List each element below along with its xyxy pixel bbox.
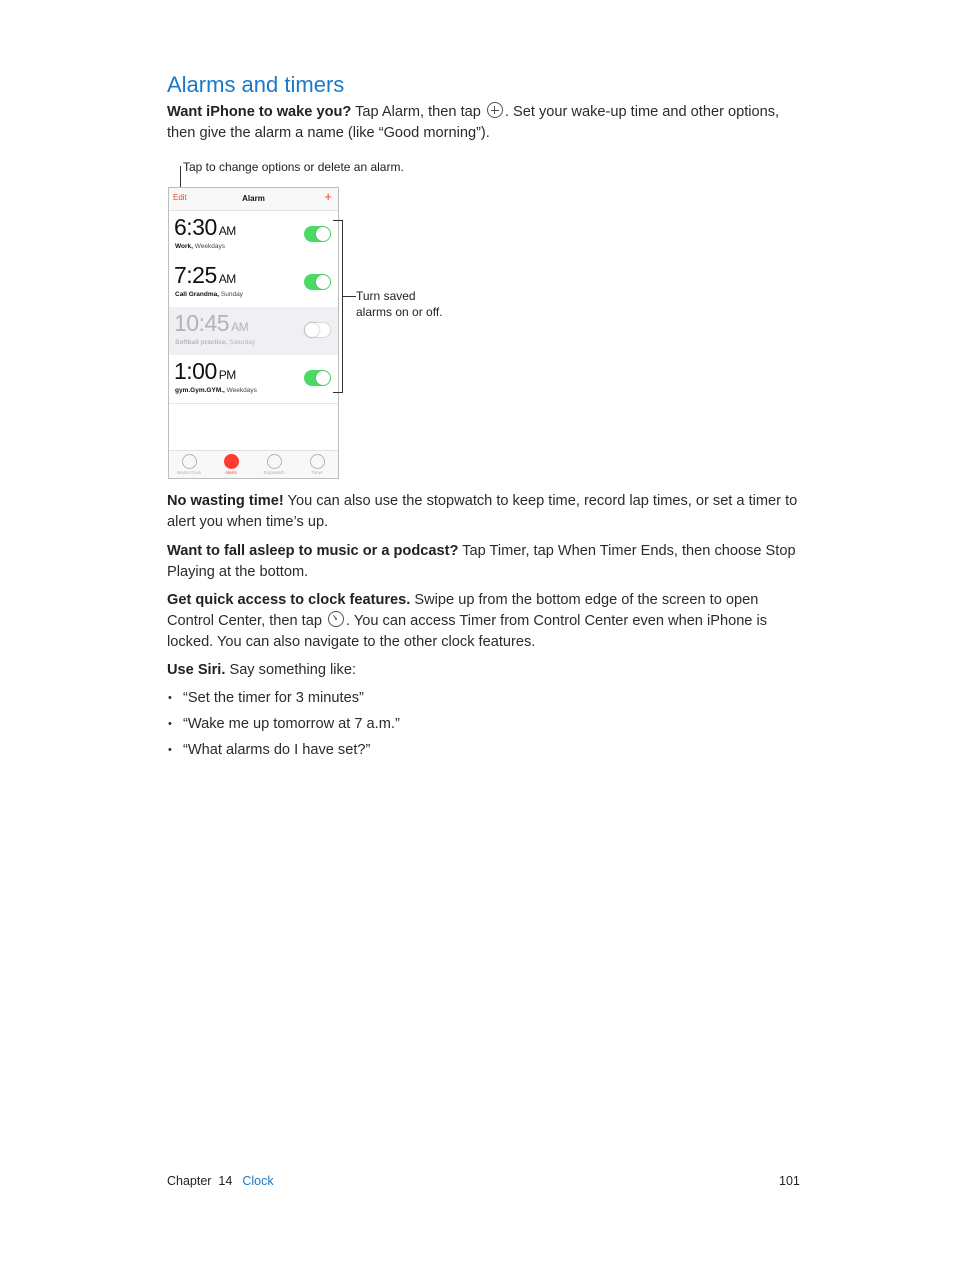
callout-edit: Tap to change options or delete an alarm. [183, 160, 404, 174]
alarm-ampm: AM [231, 320, 249, 334]
paragraph-text: You can also use the stopwatch to keep time, record lap times, or set a timer to alert you when time’s up. [167, 493, 798, 530]
alarm-time-value: 1:00 [174, 358, 217, 384]
list-item: • “Wake me up tomorrow at 7 a.m.” [167, 714, 400, 740]
paragraph-lead: Want iPhone to wake you? [167, 104, 352, 120]
tab-label: Alarm [225, 470, 237, 475]
paragraph-lead: Want to fall asleep to music or a podcast? [167, 543, 459, 559]
callout-line [180, 166, 181, 188]
tab-world-clock[interactable] [169, 454, 209, 475]
alarm-time [174, 310, 248, 337]
alarm-ampm: AM [218, 224, 236, 238]
alarm-label [175, 291, 243, 298]
paragraph-stopwatch [167, 491, 802, 533]
alarm-label [175, 387, 257, 394]
toggle-bracket [333, 220, 343, 393]
timer-icon [328, 611, 344, 627]
alarm-repeat: Sunday [219, 291, 243, 298]
globe-icon [182, 454, 197, 469]
alarm-repeat: Weekdays [224, 387, 257, 394]
alarm-ampm: AM [218, 272, 236, 286]
callout-toggles [356, 288, 466, 320]
alarm-time-value: 6:30 [174, 214, 217, 240]
alarm-row[interactable] [169, 259, 338, 308]
plus-circle-icon [487, 102, 503, 118]
tab-label: Stopwatch [263, 470, 285, 475]
tab-label: Timer [311, 470, 323, 475]
section-title: Alarms and timers [167, 72, 345, 97]
siri-examples-list [167, 688, 400, 766]
stopwatch-icon [267, 454, 282, 469]
alarm-time-value: 10:45 [174, 310, 230, 336]
nav-bar [169, 188, 338, 211]
callout-line-2: alarms on or off. [356, 305, 443, 319]
alarm-toggle[interactable] [304, 322, 331, 338]
paragraph-lead: No wasting time! [167, 493, 284, 509]
paragraph-text: Tap Timer, tap When Timer Ends, then choose Stop Playing at the bottom. [167, 543, 796, 580]
alarm-repeat: Saturday [227, 339, 256, 346]
alarm-screen [168, 187, 339, 479]
alarm-label [175, 243, 225, 250]
paragraph-lead: Use Siri. [167, 662, 226, 678]
alarm-label [175, 339, 255, 346]
footer-chapter [167, 1174, 274, 1188]
alarm-time [174, 358, 236, 385]
alarm-toggle[interactable] [304, 274, 331, 290]
alarm-repeat: Weekdays [192, 243, 225, 250]
chapter-link[interactable]: Clock [242, 1174, 274, 1188]
tab-timer[interactable] [297, 454, 337, 475]
callout-line [342, 296, 356, 297]
alarm-time-value: 7:25 [174, 262, 217, 288]
list-item: • “Set the timer for 3 minutes” [167, 688, 400, 714]
page-number: 101 [779, 1174, 800, 1188]
alarm-toggle[interactable] [304, 226, 331, 242]
tab-alarm[interactable] [211, 454, 251, 475]
paragraph-text: . Set your wake-up time and other options, then give the alarm a name (like “Good morning”). [167, 104, 780, 141]
chapter-number: Chapter 14 [167, 1174, 233, 1188]
callout-line-1: Turn saved [356, 289, 416, 303]
paragraph-control-center [167, 590, 802, 653]
toggle-knob [316, 227, 330, 241]
alarm-name: Softball practice, [175, 339, 228, 346]
timer-icon [310, 454, 325, 469]
paragraph-text: Tap Alarm, then tap [351, 104, 485, 120]
add-alarm-button[interactable]: + [324, 189, 332, 204]
alarm-row[interactable] [169, 355, 338, 404]
nav-title: Alarm [242, 194, 265, 203]
paragraph-text: Swipe up from the bottom edge of the screen to open Control Center, then tap [167, 592, 759, 629]
tab-bar [169, 450, 338, 478]
alarm-name: gym.Gym.GYM., [175, 387, 225, 394]
tab-label: World Clock [176, 470, 202, 475]
toggle-knob [316, 275, 330, 289]
paragraph-sleep-timer [167, 541, 802, 583]
alarm-name: Work, [175, 243, 193, 250]
paragraph-wake [167, 102, 802, 144]
alarm-ampm: PM [218, 368, 236, 382]
edit-button[interactable]: Edit [173, 193, 187, 202]
paragraph-lead: Get quick access to clock features. [167, 592, 411, 608]
alarm-row[interactable] [169, 307, 338, 356]
paragraph-text: Say something like: [225, 662, 357, 678]
paragraph-siri [167, 660, 802, 681]
alarm-time [174, 214, 236, 241]
tab-stopwatch[interactable] [254, 454, 294, 475]
alarm-row[interactable] [169, 211, 338, 260]
alarm-name: Call Grandma, [175, 291, 220, 298]
list-item: • “What alarms do I have set?” [167, 740, 400, 766]
alarm-clock-icon [224, 454, 239, 469]
alarm-time [174, 262, 236, 289]
toggle-knob [316, 371, 330, 385]
toggle-knob [305, 323, 319, 337]
paragraph-text: . You can access Timer from Control Center even when iPhone is locked. You can also navigate to the other clock features. [167, 613, 768, 650]
alarm-toggle[interactable] [304, 370, 331, 386]
